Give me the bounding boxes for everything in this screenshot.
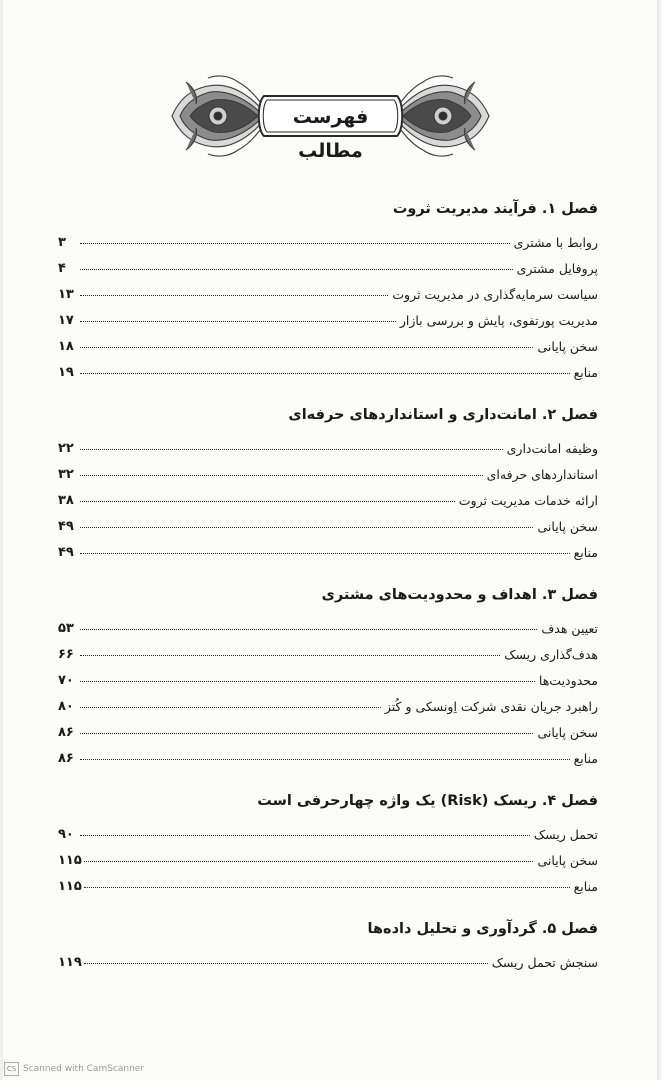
page-number: ۳۲ [58,467,74,482]
page-number: ۳ [58,235,66,250]
dot-leader [80,526,533,528]
toc-entry[interactable] [58,740,598,766]
toc-entry[interactable] [58,482,598,508]
toc-entry[interactable] [58,250,598,276]
chapter-section [58,582,598,766]
dot-leader [80,320,396,322]
toc-entry[interactable] [58,944,598,970]
entry-title: تعیین هدف [541,621,598,636]
entry-title: مدیریت پورتفوی، پایش و بررسی بازار [399,313,598,328]
page-number: ۶۶ [58,647,74,662]
toc-entry[interactable] [58,714,598,740]
dot-leader [84,886,570,888]
dot-leader [80,628,537,630]
dot-leader [80,294,388,296]
chapter-title[interactable]: فصل ۳. اهداف و محدودیت‌های مشتری [321,587,598,603]
entry-title: ارائه خدمات مدیریت ثروت [458,493,598,508]
toc-entry[interactable] [58,636,598,662]
entry-title: هدف‌گذاری ریسک [504,647,598,662]
chapter-title[interactable]: فصل ۵. گردآوری و تحلیل داده‌ها [367,921,598,937]
toc-entry[interactable] [58,224,598,250]
toc-entry[interactable] [58,276,598,302]
chapter-section [58,916,598,970]
dot-leader [80,448,503,450]
dot-leader [80,552,570,554]
page-number: ۸۰ [58,699,74,714]
dot-leader [84,962,488,964]
camscanner-logo-icon: CS [4,1062,19,1076]
chapter-title[interactable]: فصل ۱. فرآیند مدیریت ثروت [392,201,598,217]
entry-title: سیاست سرمایه‌گذاری در مدیریت ثروت [392,287,598,302]
dot-leader [80,474,483,476]
page-number: ۹۰ [58,827,74,842]
toc-entry[interactable] [58,534,598,560]
page-edge-right [657,0,661,1080]
entry-title: منابع [573,365,598,380]
page-number: ۷۰ [58,673,74,688]
toc-entry[interactable] [58,816,598,842]
chapter-title[interactable]: فصل ۴. ریسک (Risk) یک واژه چهارحرفی است [257,793,598,809]
toc-entry[interactable] [58,456,598,482]
entry-title: وظیفه امانت‌داری [506,441,598,456]
toc-entry[interactable] [58,430,598,456]
toc-entry[interactable] [58,610,598,636]
dot-leader [80,654,500,656]
dot-leader [80,372,570,374]
toc-entry[interactable] [58,842,598,868]
page-number: ۴۹ [58,519,74,534]
chapter-section [58,196,598,380]
chapter-section [58,788,598,894]
toc-header-ornament [168,72,493,160]
toc-entry[interactable] [58,302,598,328]
entry-title: سخن پایانی [537,519,598,534]
page-number: ۲۲ [58,441,74,456]
entry-title: محدودیت‌ها [538,673,598,688]
entry-title: سخن پایانی [537,853,598,868]
chapter-title[interactable]: فصل ۲. امانت‌داری و استانداردهای حرفه‌ای [288,407,598,423]
page-number: ۱۱۹ [58,955,82,970]
dot-leader [80,834,530,836]
entry-title: پروفایل مشتری [516,261,598,276]
page-number: ۴ [58,261,66,276]
page-number: ۸۶ [58,751,74,766]
toc-entry[interactable] [58,508,598,534]
page-number: ۱۷ [58,313,74,328]
page-number: ۱۹ [58,365,74,380]
dot-leader [80,706,381,708]
table-of-contents [58,196,598,992]
dot-leader [80,500,455,502]
page-title: فهرست مطالب [292,106,369,162]
dot-leader [80,346,533,348]
entry-title: تحمل ریسک [533,827,598,842]
entry-title: سخن پایانی [537,725,598,740]
entry-title: منابع [573,879,598,894]
toc-entry[interactable] [58,328,598,354]
page-number: ۸۶ [58,725,74,740]
toc-entry[interactable] [58,868,598,894]
entry-title: سخن پایانی [537,339,598,354]
page-number: ۴۹ [58,545,74,560]
dot-leader [80,242,510,244]
chapter-section [58,402,598,560]
page-number: ۱۱۵ [58,879,82,894]
scanner-watermark [4,1062,144,1076]
entry-title: منابع [573,751,598,766]
toc-entry[interactable] [58,688,598,714]
entry-title: روابط با مشتری [513,235,598,250]
dot-leader [80,268,513,270]
dot-leader [80,758,570,760]
page-number: ۱۱۵ [58,853,82,868]
toc-entry[interactable] [58,662,598,688]
page-number: ۱۳ [58,287,74,302]
page-number: ۱۸ [58,339,74,354]
entry-title: سنجش تحمل ریسک [491,955,598,970]
dot-leader [80,732,533,734]
entry-title: استانداردهای حرفه‌ای [486,467,598,482]
dot-leader [84,860,534,862]
entry-title: راهبرد جریان نقدی شرکت اِونسکی و کُتز [384,699,598,714]
page-number: ۵۳ [58,621,74,636]
page-edge-left [0,0,3,1080]
watermark-text: Scanned with CamScanner [23,1064,145,1074]
entry-title: منابع [573,545,598,560]
page-number: ۳۸ [58,493,74,508]
dot-leader [80,680,535,682]
toc-entry[interactable] [58,354,598,380]
